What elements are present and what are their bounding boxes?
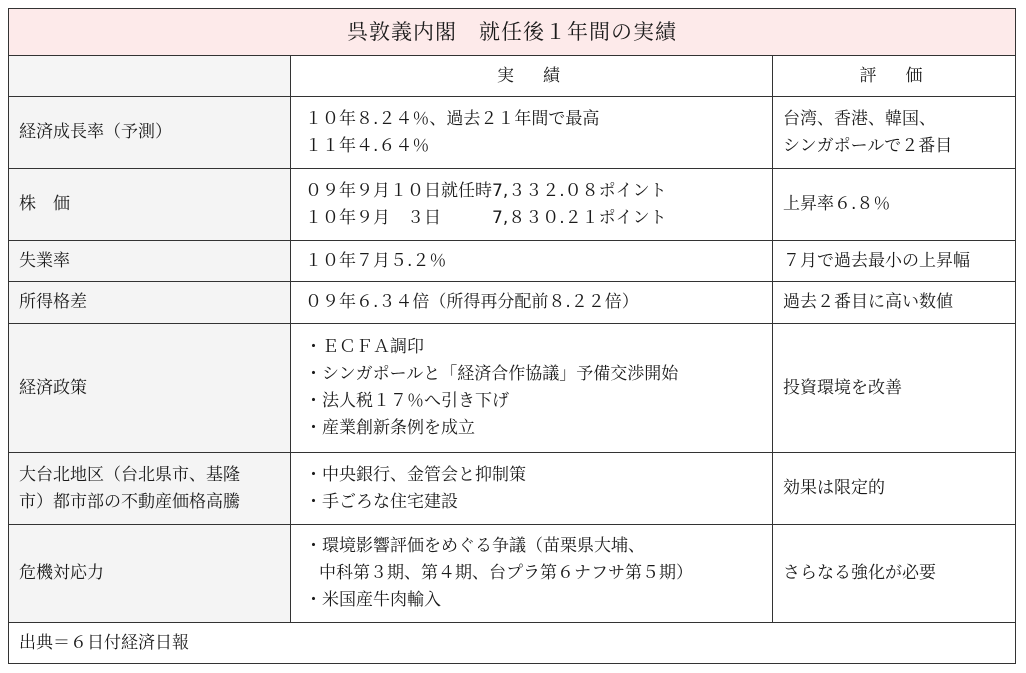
evaluation-line: 台湾、香港、韓国、 — [783, 108, 936, 129]
table-title: 呉敦義内閣 就任後１年間の実績 — [9, 9, 1016, 56]
row-results — [291, 525, 773, 623]
row-results — [291, 324, 773, 453]
evaluation-line: 投資環境を改善 — [783, 377, 902, 398]
row-label — [9, 453, 291, 525]
table-row — [9, 97, 1016, 169]
row-evaluation — [773, 324, 1016, 453]
result-line: ・産業創新条例を成立 — [305, 418, 475, 438]
table-row — [9, 169, 1016, 241]
table-row — [9, 453, 1016, 525]
row-label — [9, 241, 291, 282]
source-note: 出典＝６日付経済日報 — [9, 623, 1016, 664]
row-label-line: 市）都市部の不動産価格高騰 — [19, 491, 240, 512]
row-results — [291, 241, 773, 282]
evaluation-line: シンガポールで２番目 — [783, 135, 953, 156]
header-item — [9, 56, 291, 97]
row-label-line: 株 価 — [19, 194, 70, 214]
result-line: ・中央銀行、金管会と抑制策 — [305, 464, 526, 485]
footer-row — [9, 623, 1016, 664]
row-label-line: 失業率 — [19, 250, 70, 271]
row-label-line: 大台北地区（台北県市、基隆 — [19, 464, 240, 485]
row-results — [291, 282, 773, 324]
title-row — [9, 9, 1016, 56]
table-row — [9, 525, 1016, 623]
header-results: 実 績 — [291, 56, 773, 97]
row-label-line: 危機対応力 — [19, 563, 104, 583]
result-line: ・ＥＣＦＡ調印 — [305, 337, 424, 357]
result-line: ０９年６.３４倍（所得再分配前８.２２倍） — [305, 292, 639, 312]
result-line: １０年９月 ３日 7,８３０.２１ポイント — [305, 207, 667, 228]
table-row — [9, 324, 1016, 453]
row-label — [9, 282, 291, 324]
result-line: １１年４.６４％ — [305, 135, 430, 156]
row-label — [9, 169, 291, 241]
table-row — [9, 282, 1016, 324]
row-evaluation — [773, 282, 1016, 324]
result-line: ・手ごろな住宅建設 — [305, 491, 458, 512]
header-row — [9, 56, 1016, 97]
evaluation-line: 効果は限定的 — [783, 478, 885, 498]
row-label — [9, 525, 291, 623]
row-label — [9, 324, 291, 453]
result-line: ・米国産牛肉輸入 — [305, 590, 441, 610]
evaluation-line: 上昇率６.８％ — [783, 194, 891, 214]
table-row — [9, 241, 1016, 282]
row-evaluation — [773, 525, 1016, 623]
row-results — [291, 169, 773, 241]
row-evaluation — [773, 97, 1016, 169]
result-line: １０年７月５.２％ — [305, 250, 447, 271]
results-table-container — [8, 8, 1015, 664]
evaluation-line: 過去２番目に高い数値 — [783, 292, 953, 312]
row-label — [9, 97, 291, 169]
row-evaluation — [773, 169, 1016, 241]
header-evaluation: 評 価 — [773, 56, 1016, 97]
result-line: ・環境影響評価をめぐる争議（苗栗県大埔、 — [305, 536, 645, 556]
result-line: ０９年９月１０日就任時7,３３２.０８ポイント — [305, 180, 667, 201]
result-line: 中科第３期、第４期、台プラ第６ナフサ第５期） — [319, 563, 693, 583]
result-line: ・シンガポールと「経済合作協議」予備交渉開始 — [305, 364, 679, 384]
results-table — [8, 8, 1016, 664]
row-label-line: 所得格差 — [19, 292, 87, 312]
evaluation-line: さらなる強化が必要 — [783, 563, 936, 583]
evaluation-line: ７月で過去最小の上昇幅 — [783, 250, 970, 271]
row-label-line: 経済政策 — [19, 377, 87, 398]
row-results — [291, 97, 773, 169]
result-line: １０年８.２４％、過去２１年間で最高 — [305, 108, 600, 129]
row-label-line: 経済成長率（予測） — [19, 122, 172, 142]
row-results — [291, 453, 773, 525]
result-line: ・法人税１７％へ引き下げ — [305, 391, 509, 411]
row-evaluation — [773, 241, 1016, 282]
row-evaluation — [773, 453, 1016, 525]
